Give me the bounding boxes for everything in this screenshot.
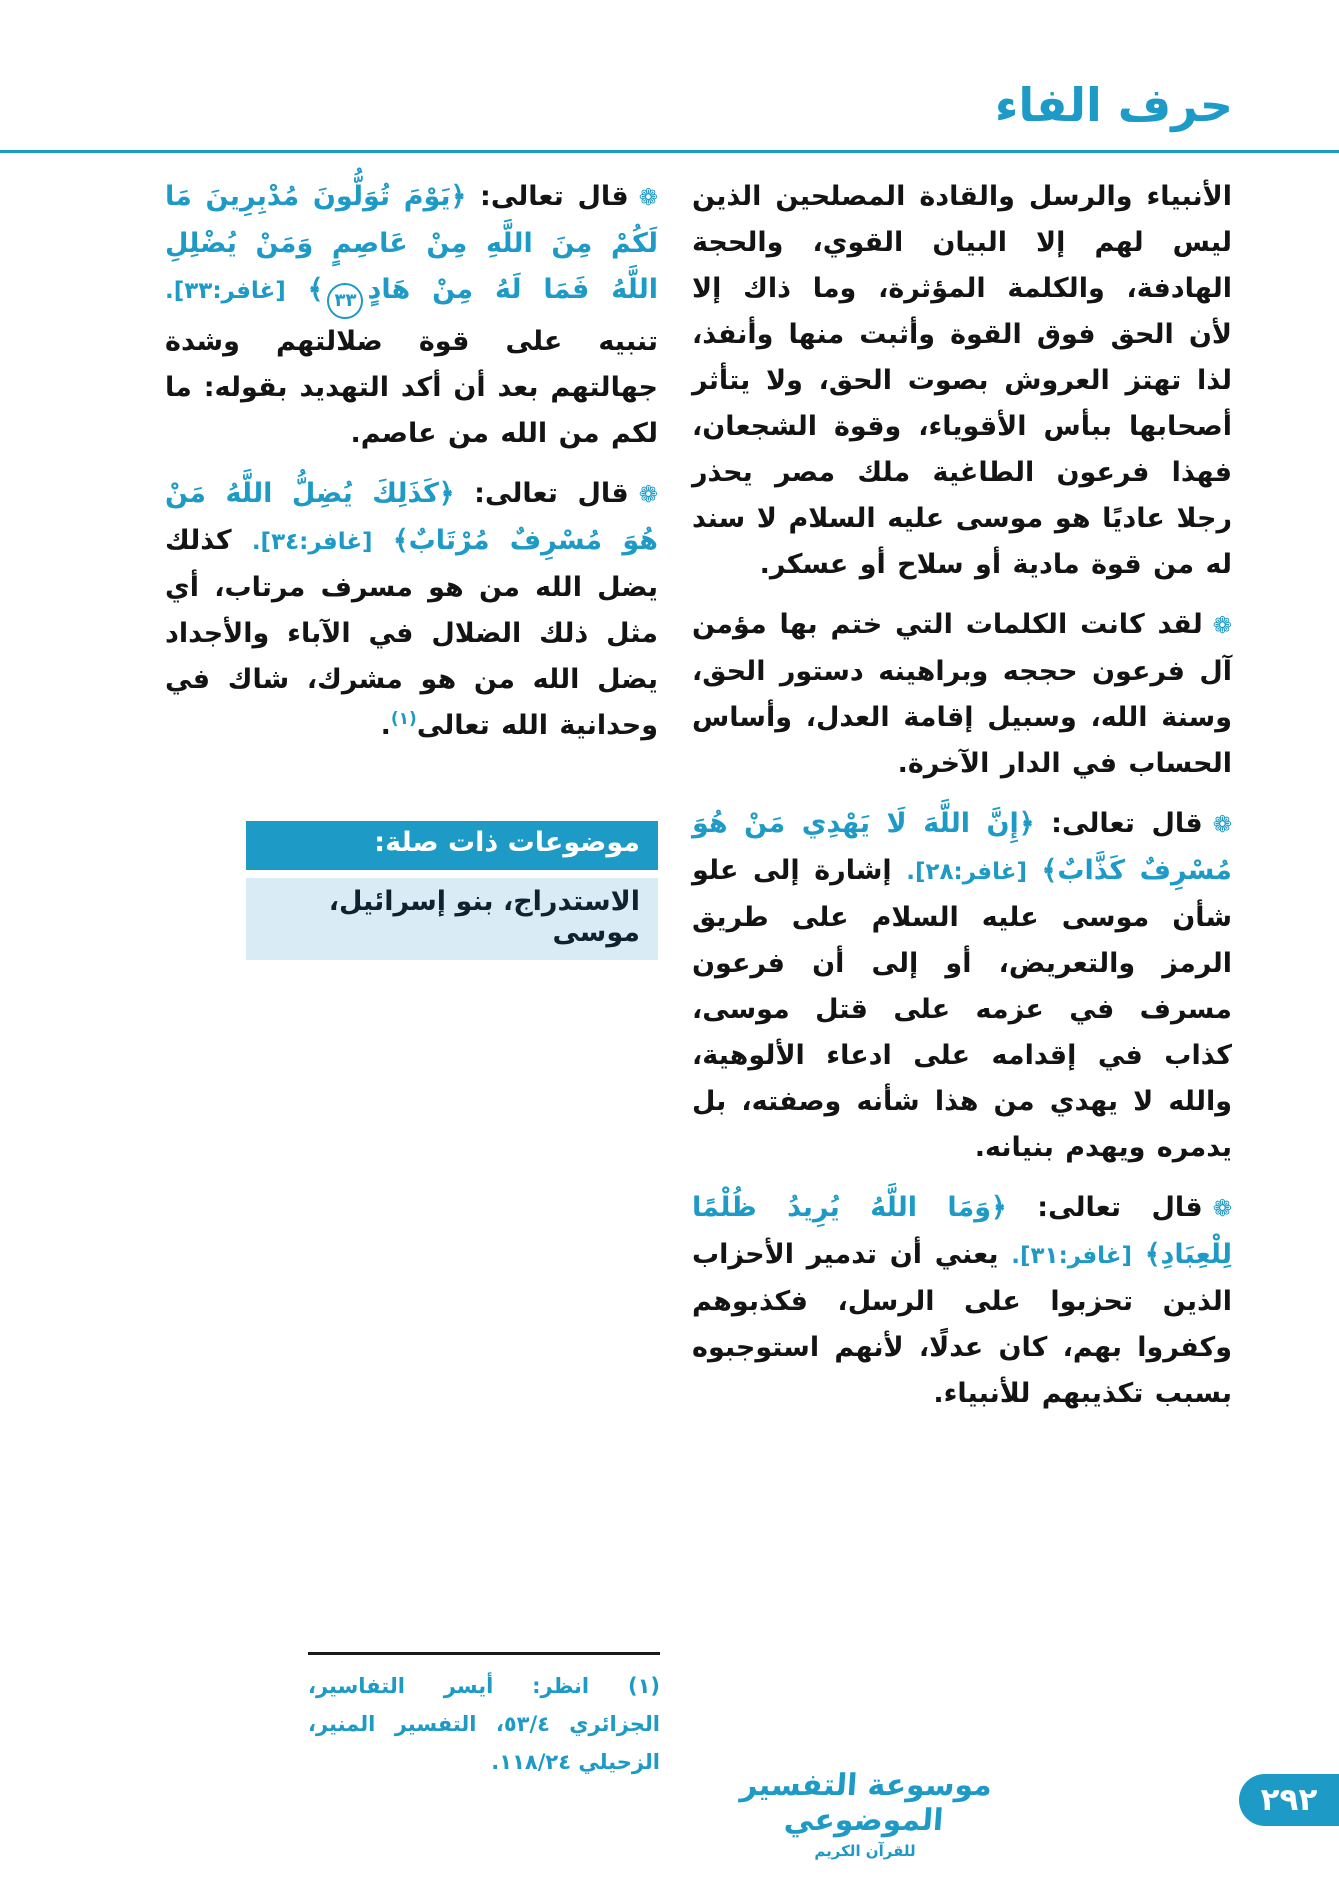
related-topics-title: موضوعات ذات صلة:: [246, 821, 658, 870]
flower-bullet-icon: ❁: [1212, 1196, 1232, 1222]
body-paragraph: [692, 1185, 1232, 1417]
ayah-number-ornament: ٣٣: [327, 283, 363, 319]
flower-bullet-icon: ❁: [638, 482, 658, 508]
verse-reference: [غافر:٢٨].: [906, 859, 1027, 885]
flower-bullet-icon: ❁: [638, 185, 659, 211]
body-paragraph: [165, 471, 658, 749]
quote-intro: قال تعالى:: [480, 181, 629, 212]
footnote-marker: (١): [390, 709, 417, 729]
paragraph-text: إشارة إلى علو شأن موسى عليه السلام على طريق الرمز والتعريض، أو إلى أن فرعون مسرف في عزمه على قتل موسى، كذاب في إقدامه على ادعاء الألوهية، والله لا يهدي من هذا شأنه وصفته، بل يدمره ويهدم بنيانه.: [692, 855, 1232, 1163]
paragraph-text: لقد كانت الكلمات التي ختم بها مؤمن آل فرعون حججه وبراهينه دستور الحق، وسنة الله، وسبيل إقامة العدل، وأساس الحساب في الدار الآخرة.: [692, 609, 1232, 779]
header-divider: [0, 150, 1339, 153]
body-paragraph: [692, 801, 1232, 1171]
publisher-logo: [690, 1768, 1040, 1860]
related-topics-box: [246, 821, 658, 960]
paragraph-text: الأنبياء والرسل والقادة المصلحين الذين ليس لهم إلا البيان القوي، والحجة الهادفة، والكلمة المؤثرة، وما ذاك إلا لأن الحق فوق القوة وأثبت منها وأنفذ، لذا تهتز العروش بصوت الحق، ولا يتأثر أصحابها ببأس الأقوياء، وقوة الشجعان، فهذا فرعون الطاغية ملك مصر يحذر رجلا عاديًا هو موسى عليه السلام لا سند له من قوة مادية أو سلاح أو عسكر.: [692, 181, 1232, 580]
quran-verse: ﴿إِنَّ اللَّهَ لَا يَهْدِي مَنْ هُوَ مُسْرِفٌ كَذَّابٌ﴾: [692, 808, 1232, 886]
quran-verse: ﴿وَمَا اللَّهُ يُرِيدُ ظُلْمًا لِلْعِبَادِ﴾: [692, 1192, 1232, 1270]
footnote-block: [308, 1652, 660, 1781]
secondary-column: [165, 174, 658, 960]
footnote-divider: [308, 1652, 660, 1655]
page-number-badge: [1239, 1774, 1339, 1826]
verse-reference: [غافر:٣٤].: [251, 529, 373, 555]
quran-verse: ﴿كَذَلِكَ يُضِلُّ اللَّهُ مَنْ هُوَ مُسْرِفٌ مُرْتَابٌ﴾: [165, 478, 659, 556]
paragraph-text: كذلك يضل الله من هو مسرف مرتاب، أي مثل ذلك الضلال في الآباء والأجداد يضل الله من هو مشرك، شاك في وحدانية الله تعالى: [165, 525, 658, 741]
verse-reference: [غافر:٣٣].: [165, 278, 286, 304]
footnote-text: (١) انظر: أيسر التفاسير، الجزائري ٥٣/٤، التفسير المنير، الزحيلي ١١٨/٢٤.: [308, 1674, 660, 1774]
quote-intro: قال تعالى:: [474, 478, 629, 509]
text-columns: [165, 174, 1232, 1431]
flower-bullet-icon: ❁: [1212, 613, 1232, 639]
body-paragraph: [692, 174, 1232, 588]
body-paragraph: [165, 174, 658, 457]
quote-intro: قال تعالى:: [1051, 808, 1203, 839]
primary-column: [692, 174, 1232, 1431]
quote-intro: قال تعالى:: [1037, 1192, 1203, 1223]
logo-subtitle: للقرآن الكريم: [814, 1842, 916, 1860]
related-topics-items: الاستدراج، بنو إسرائيل، موسى: [246, 878, 658, 960]
body-paragraph: [692, 602, 1232, 787]
quran-verse: ﴿يَوْمَ تُوَلُّونَ مُدْبِرِينَ مَا لَكُمْ مِنَ اللَّهِ مِنْ عَاصِمٍ وَمَنْ يُضْلِلِ اللَّهُ فَمَا لَهُ مِنْ هَادٍ: [165, 181, 658, 305]
logo-title: موسوعة التفسير الموضوعي: [739, 1768, 994, 1838]
flower-bullet-icon: ❁: [1212, 812, 1232, 838]
page-number: ٢٩٢: [1260, 1782, 1318, 1818]
chapter-title: حرف الفاء: [994, 78, 1233, 132]
verse-reference: [غافر:٣١].: [1011, 1243, 1132, 1269]
paragraph-text: .: [380, 710, 391, 741]
quran-closing-bracket: ﴾: [307, 274, 324, 305]
paragraph-text: يعني أن تدمير الأحزاب الذين تحزبوا على الرسل، فكذبوهم وكفروا بهم، كان عدلًا، لأنهم استوجبوه بسبب تكذيبهم للأنبياء.: [692, 1239, 1232, 1409]
paragraph-text: تنبيه على قوة ضلالتهم وشدة جهالتهم بعد أن أكد التهديد بقوله: ما لكم من الله من عاصم.: [165, 326, 658, 449]
